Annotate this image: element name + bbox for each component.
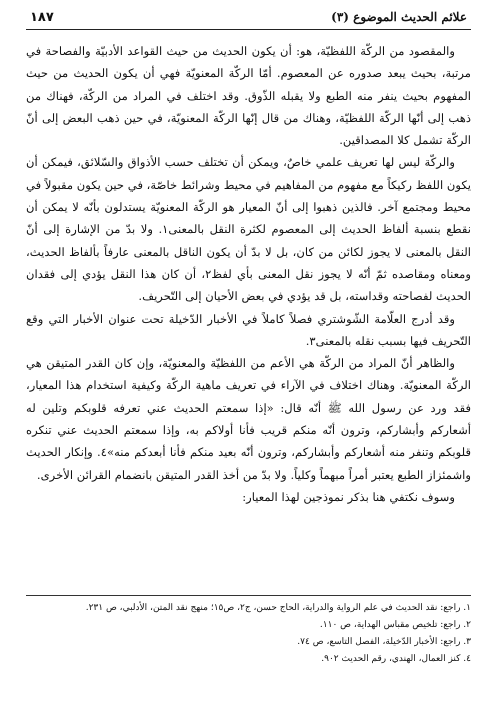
paragraph: والركّة ليس لها تعريف علمي خاصٌ، ويمكن أن تختلف حسب الأذواق والسّلائق، فيمكن أن يكون اللفظ ركيكاً مع مفهوم من المفاهيم في محيط وشرائط خاصّة، في حين يكون مقبولاً في محيط ومجتمع آخر. فالذين ذهبوا إلى أنّ المعيار هو الركّة المعنويّة يستدلون بأنّه لا يمكن أن نقطع بنسبة ألفاظ الحديث إلى المعصوم لكثرة النقل بالمعنى١. ولا بدّ من الإشارة إلى أنّ النقل بالمعنى لا يجوز لكائن من كان، بل لا بدّ أن يكون الناقل بالمعنى عارفاً بألفاظ الحديث، ومعناه ومقاصده ثمّ أنّه لا يجوز نقل المعنى بأي لفظ٢، أن كان هذا النقل يؤدي إلى فقدان الحديث لفصاحته وقداسته، بل قد يؤدي في بعض الأحيان إلى التّحريف.	[26, 155, 471, 304]
running-header	[26, 10, 471, 30]
body-text	[26, 40, 471, 508]
page-number: ١٨٧	[30, 10, 54, 25]
paragraph: والظاهر أنّ المراد من الركّة هي الأعم من اللفظيّة والمعنويّة، وإن كان القدر المتيقن هي الركّة المعنويّة. وهناك اختلاف في الآراء في تعريف ماهية الركّة وكيفية استخدام هذا المعيار، فقد ورد عن رسول الله ﷺ أنّه قال: «إذا سمعتم الحديث عني تعرفه قلوبكم وتلين له أشعاركم وأبشاركم، وترون أنّه منكم قريب فأنا أولاكم به، وإذا سمعتم الحديث عني تنكره قلوبكم وتنفر منه أشعاركم وأبشاركم، وترون أنّه بعيد منكم فأنا أبعدكم منه»٤. وإنكار الحديث واشمئزاز الطبع يعتبر أمراً مبهماً وكلياً. ولا بدّ من أخذ القدر المتيقن بانضمام القرائن الأخرى.	[26, 356, 471, 482]
footnote: ٣. راجع: الأخبار الدّخيلة، الفصل التاسع، ص ٧٤.	[297, 637, 471, 647]
footnote: ١. راجع: نقد الحديث في علم الرواية والدراية، الحاج حسن، ج٢، ص١٥؛ منهج نقد المتن، الأدلبي، ص ٢٣١.	[85, 603, 471, 613]
paragraph: وسوف نكتفي هنا بذكر نموذجين لهذا المعيار:	[242, 489, 455, 504]
footnote: ٤. كنز العمال، الهندي، رقم الحديث ٩٠٢.	[321, 654, 471, 664]
header-title: علائم الحديث الموضوع (٣)	[331, 10, 467, 24]
footnote: ٢. راجع: تلخيص مقباس الهداية، ص ١١٠.	[319, 620, 471, 630]
paragraph: وقد أدرج العلّامة الشّوشتري فصلاً كاملاً في الأخبار الدّخيلة تحت عنوان الأخبار التي وقع التّحريف فيها بسبب نقله بالمعنى٣.	[26, 311, 471, 348]
footnotes	[26, 595, 471, 668]
paragraph: والمقصود من الركّة اللفظيّة، هو: أن يكون الحديث من حيث القواعد الأدبيّة والفصاحة في مرتبة، بحيث يبعد صدوره عن المعصوم. أمّا الركّة المعنويّة فهي أن يكون الحديث من حيث المفهوم بحيث ينفر منه الطبع ولا يقبله الذّوق. وقد اختلف في المراد من الركّة، فهناك من ذهب إلى أنّها الركّة اللفظيّة، وهناك من قال إنّها الركّة المعنويّة، في حين ذهب البعض إلى أنّ الركّة تشمل كلا المصداقين.	[26, 44, 471, 148]
